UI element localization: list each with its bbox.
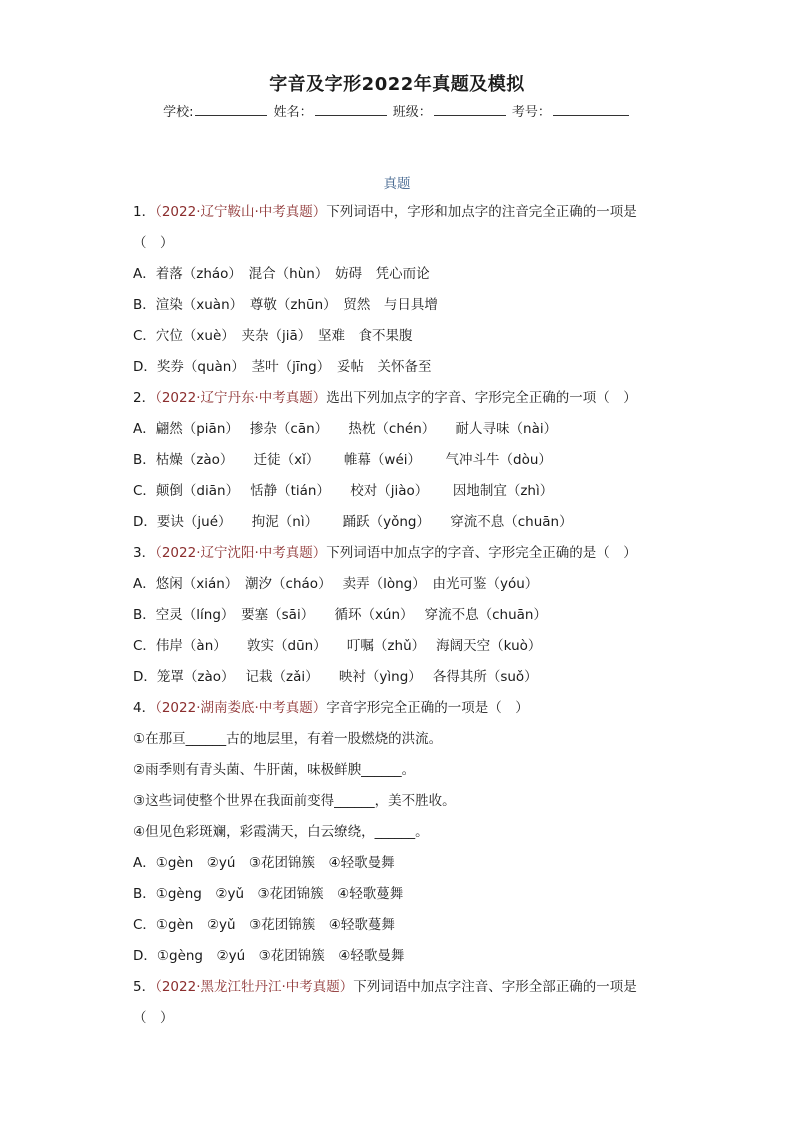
question-3-option-b: B．空灵（líng） 要塞（sāi） 循环（xún） 穿流不息（chuān） [133,607,547,623]
question-1-option-a: A．着落（zháo） 混合（hùn） 妨碍 凭心而论 [133,266,430,282]
question-number: 1． [133,204,156,220]
number-blank[interactable] [553,102,629,116]
student-info-line [0,101,794,120]
number-label: 考号： [511,105,551,120]
question-source: （2022·黑龙江牡丹江·中考真题） [155,979,354,995]
question-5-stem [133,975,693,1006]
page-title: 字音及字形2022年真题及模拟 [269,74,525,95]
questions [133,200,693,1037]
question-3-option-a: A．悠闲（xián） 潮汐（cháo） 卖弄（lòng） 由光可鉴（yóu） [133,576,539,592]
question-text: 下列词语中加点字注音、字形全部正确的一项是 [353,979,637,995]
question-source: （2022·辽宁丹东·中考真题） [155,390,327,406]
question-4-sentence-3: ③这些词使整个世界在我面前变得______，美不胜收。 [133,793,456,809]
question-text: 下列词语中加点字的字音、字形完全正确的是（ ） [326,545,637,561]
question-text: 下列词语中，字形和加点字的注音完全正确的一项是 [326,204,637,220]
question-number: 4． [133,700,156,716]
question-text: 选出下列加点字的字音、字形完全正确的一项（ ） [326,390,637,406]
class-label: 班级： [392,105,432,120]
question-source: （2022·辽宁鞍山·中考真题） [155,204,327,220]
question-number: 5． [133,979,156,995]
class-blank[interactable] [434,102,506,116]
question-4-option-b: B．①gèng ②yǔ ③花团锦簇 ④轻歌蔓舞 [133,886,404,902]
question-number: 2． [133,390,156,406]
question-source: （2022·湖南娄底·中考真题） [155,700,327,716]
question-4-option-a: A．①gèn ②yú ③花团锦簇 ④轻歌曼舞 [133,855,395,871]
school-blank[interactable] [195,102,267,116]
question-number: 3． [133,545,156,561]
question-4-sentence-2: ②雨季则有青头菌、牛肝菌，味极鲜腴______。 [133,762,416,778]
school-label: 学校: [163,105,194,120]
question-4-stem [133,696,693,727]
question-1-option-d: D．奖券（quàn） 茎叶（jīng） 妥帖 关怀备至 [133,359,432,375]
question-3-option-c: C．伟岸（àn） 敦实（dūn） 叮嘱（zhǔ） 海阔天空（kuò） [133,638,542,654]
question-3-stem [133,541,693,572]
question-5-stem-bracket: （ ） [133,1010,174,1026]
question-1-option-b: B．渲染（xuàn） 尊敬（zhūn） 贸然 与日具增 [133,297,438,313]
name-label: 姓名： [273,105,313,120]
question-text: 字音字形完全正确的一项是（ ） [326,700,529,716]
question-4-option-d: D．①gèng ②yú ③花团锦簇 ④轻歌曼舞 [133,948,405,964]
question-2-option-c: C．颠倒（diān） 恬静（tián） 校对（jiào） 因地制宜（zhì） [133,483,554,499]
question-2-option-a: A．翩然（piān） 掺杂（cān） 热枕（chén） 耐人寻味（nài） [133,421,558,437]
question-4-sentence-4: ④但见色彩斑斓，彩霞满天，白云缭绕，______。 [133,824,429,840]
question-4-option-c: C．①gèn ②yǔ ③花团锦簇 ④轻歌蔓舞 [133,917,395,933]
question-1-stem-bracket: （ ） [133,235,174,251]
question-1-option-c: C．穴位（xuè） 夹杂（jiā） 坚难 食不果腹 [133,328,413,344]
question-1-stem [133,200,693,231]
question-3-option-d: D．笼罩（zào） 记栽（zǎi） 映衬（yìng） 各得其所（suǒ） [133,669,538,685]
section-title: 真题 [383,176,411,192]
question-2-stem [133,386,693,417]
question-2-option-d: D．要诀（jué） 拘泥（nì） 踊跃（yǒng） 穿流不息（chuān） [133,514,573,530]
question-4-sentence-1: ①在那亘______古的地层里，有着一股燃烧的洪流。 [133,731,443,747]
name-blank[interactable] [315,102,387,116]
question-source: （2022·辽宁沈阳·中考真题） [155,545,327,561]
question-2-option-b: B．枯燥（zào） 迁徒（xǐ） 帷幕（wéi） 气冲斗牛（dòu） [133,452,552,468]
